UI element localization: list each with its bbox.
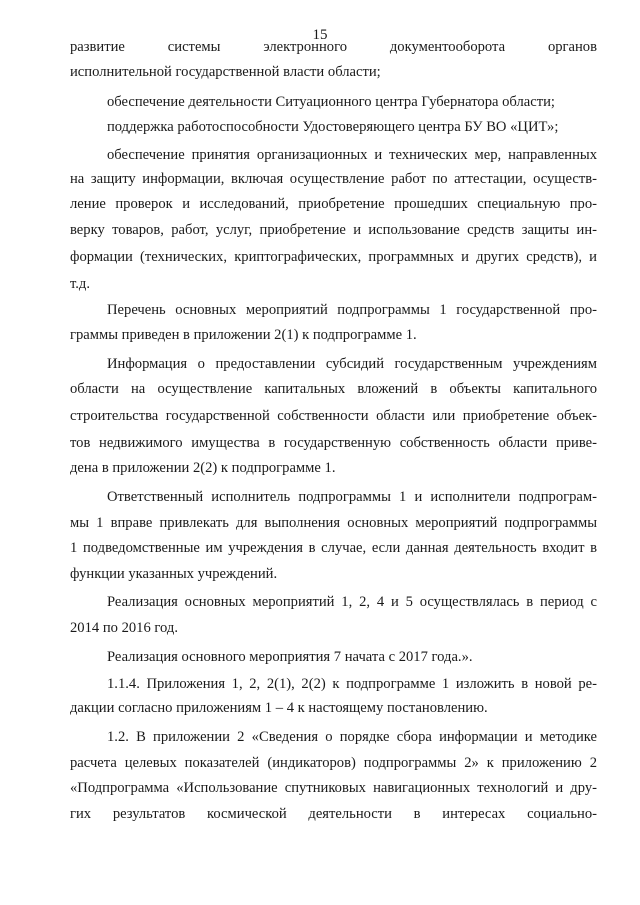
page-number: 15 (312, 27, 328, 43)
text-line: дена в приложении 2(2) к подпрограмме 1. (70, 460, 336, 476)
text-line: Реализация основного мероприятия 7 начата с 2017 года.». (107, 649, 473, 665)
text-line: строительства государственной собственности области или приобретение объек- (70, 408, 597, 424)
text-line: развитие системы электронного документооборота органов (70, 39, 597, 55)
text-line: «Подпрограмма «Использование спутниковых навигационных технологий и дру- (70, 780, 597, 796)
text-line: верку товаров, работ, услуг, приобретение и использование средств защиты ин- (70, 222, 597, 238)
text-line: обеспечение принятия организационных и технических мер, направленных (107, 147, 597, 163)
text-line: функции указанных учреждений. (70, 566, 278, 582)
text-line: исполнительной государственной власти области; (70, 64, 381, 80)
text-line: обеспечение деятельности Ситуационного центра Губернатора области; (107, 94, 555, 110)
text-line: Информация о предоставлении субсидий государственным учреждениям (107, 356, 597, 372)
text-line: мы 1 вправе привлекать для выполнения основных мероприятий подпрограммы (70, 515, 597, 531)
text-line: расчета целевых показателей (индикаторов) подпрограммы 2» к приложению 2 (70, 755, 597, 771)
text-line: 1.1.4. Приложения 1, 2, 2(1), 2(2) к подпрограмме 1 изложить в новой ре- (107, 676, 597, 692)
text-line: дакции согласно приложениям 1 – 4 к настоящему постановлению. (70, 700, 488, 716)
text-line: граммы приведен в приложении 2(1) к подпрограмме 1. (70, 327, 417, 343)
text-line: Реализация основных мероприятий 1, 2, 4 и 5 осуществлялась в период с (107, 594, 597, 610)
text-line: Ответственный исполнитель подпрограммы 1 и исполнители подпрограм- (107, 489, 597, 505)
text-line: тов недвижимого имущества в государственную собственность области приве- (70, 435, 597, 451)
text-line: на защиту информации, включая осуществление работ по аттестации, осуществ- (70, 171, 597, 187)
text-line: гих результатов космической деятельности в интересах социально- (70, 806, 597, 822)
text-line: Перечень основных мероприятий подпрограммы 1 государственной про- (107, 302, 597, 318)
text-line: 1.2. В приложении 2 «Сведения о порядке сбора информации и методике (107, 729, 597, 745)
text-line: 2014 по 2016 год. (70, 620, 178, 636)
text-line: ление проверок и исследований, приобретение прошедших специальную про- (70, 196, 597, 212)
text-line: области на осуществление капитальных вложений в объекты капитального (70, 381, 597, 397)
text-line: формации (технических, криптографических, программных и других средств), и (70, 249, 597, 265)
text-line: 1 подведомственные им учреждения в случае, если данная деятельность входит в (70, 540, 597, 556)
text-line: поддержка работоспособности Удостоверяющего центра БУ ВО «ЦИТ»; (107, 119, 559, 135)
text-line: т.д. (70, 276, 91, 292)
